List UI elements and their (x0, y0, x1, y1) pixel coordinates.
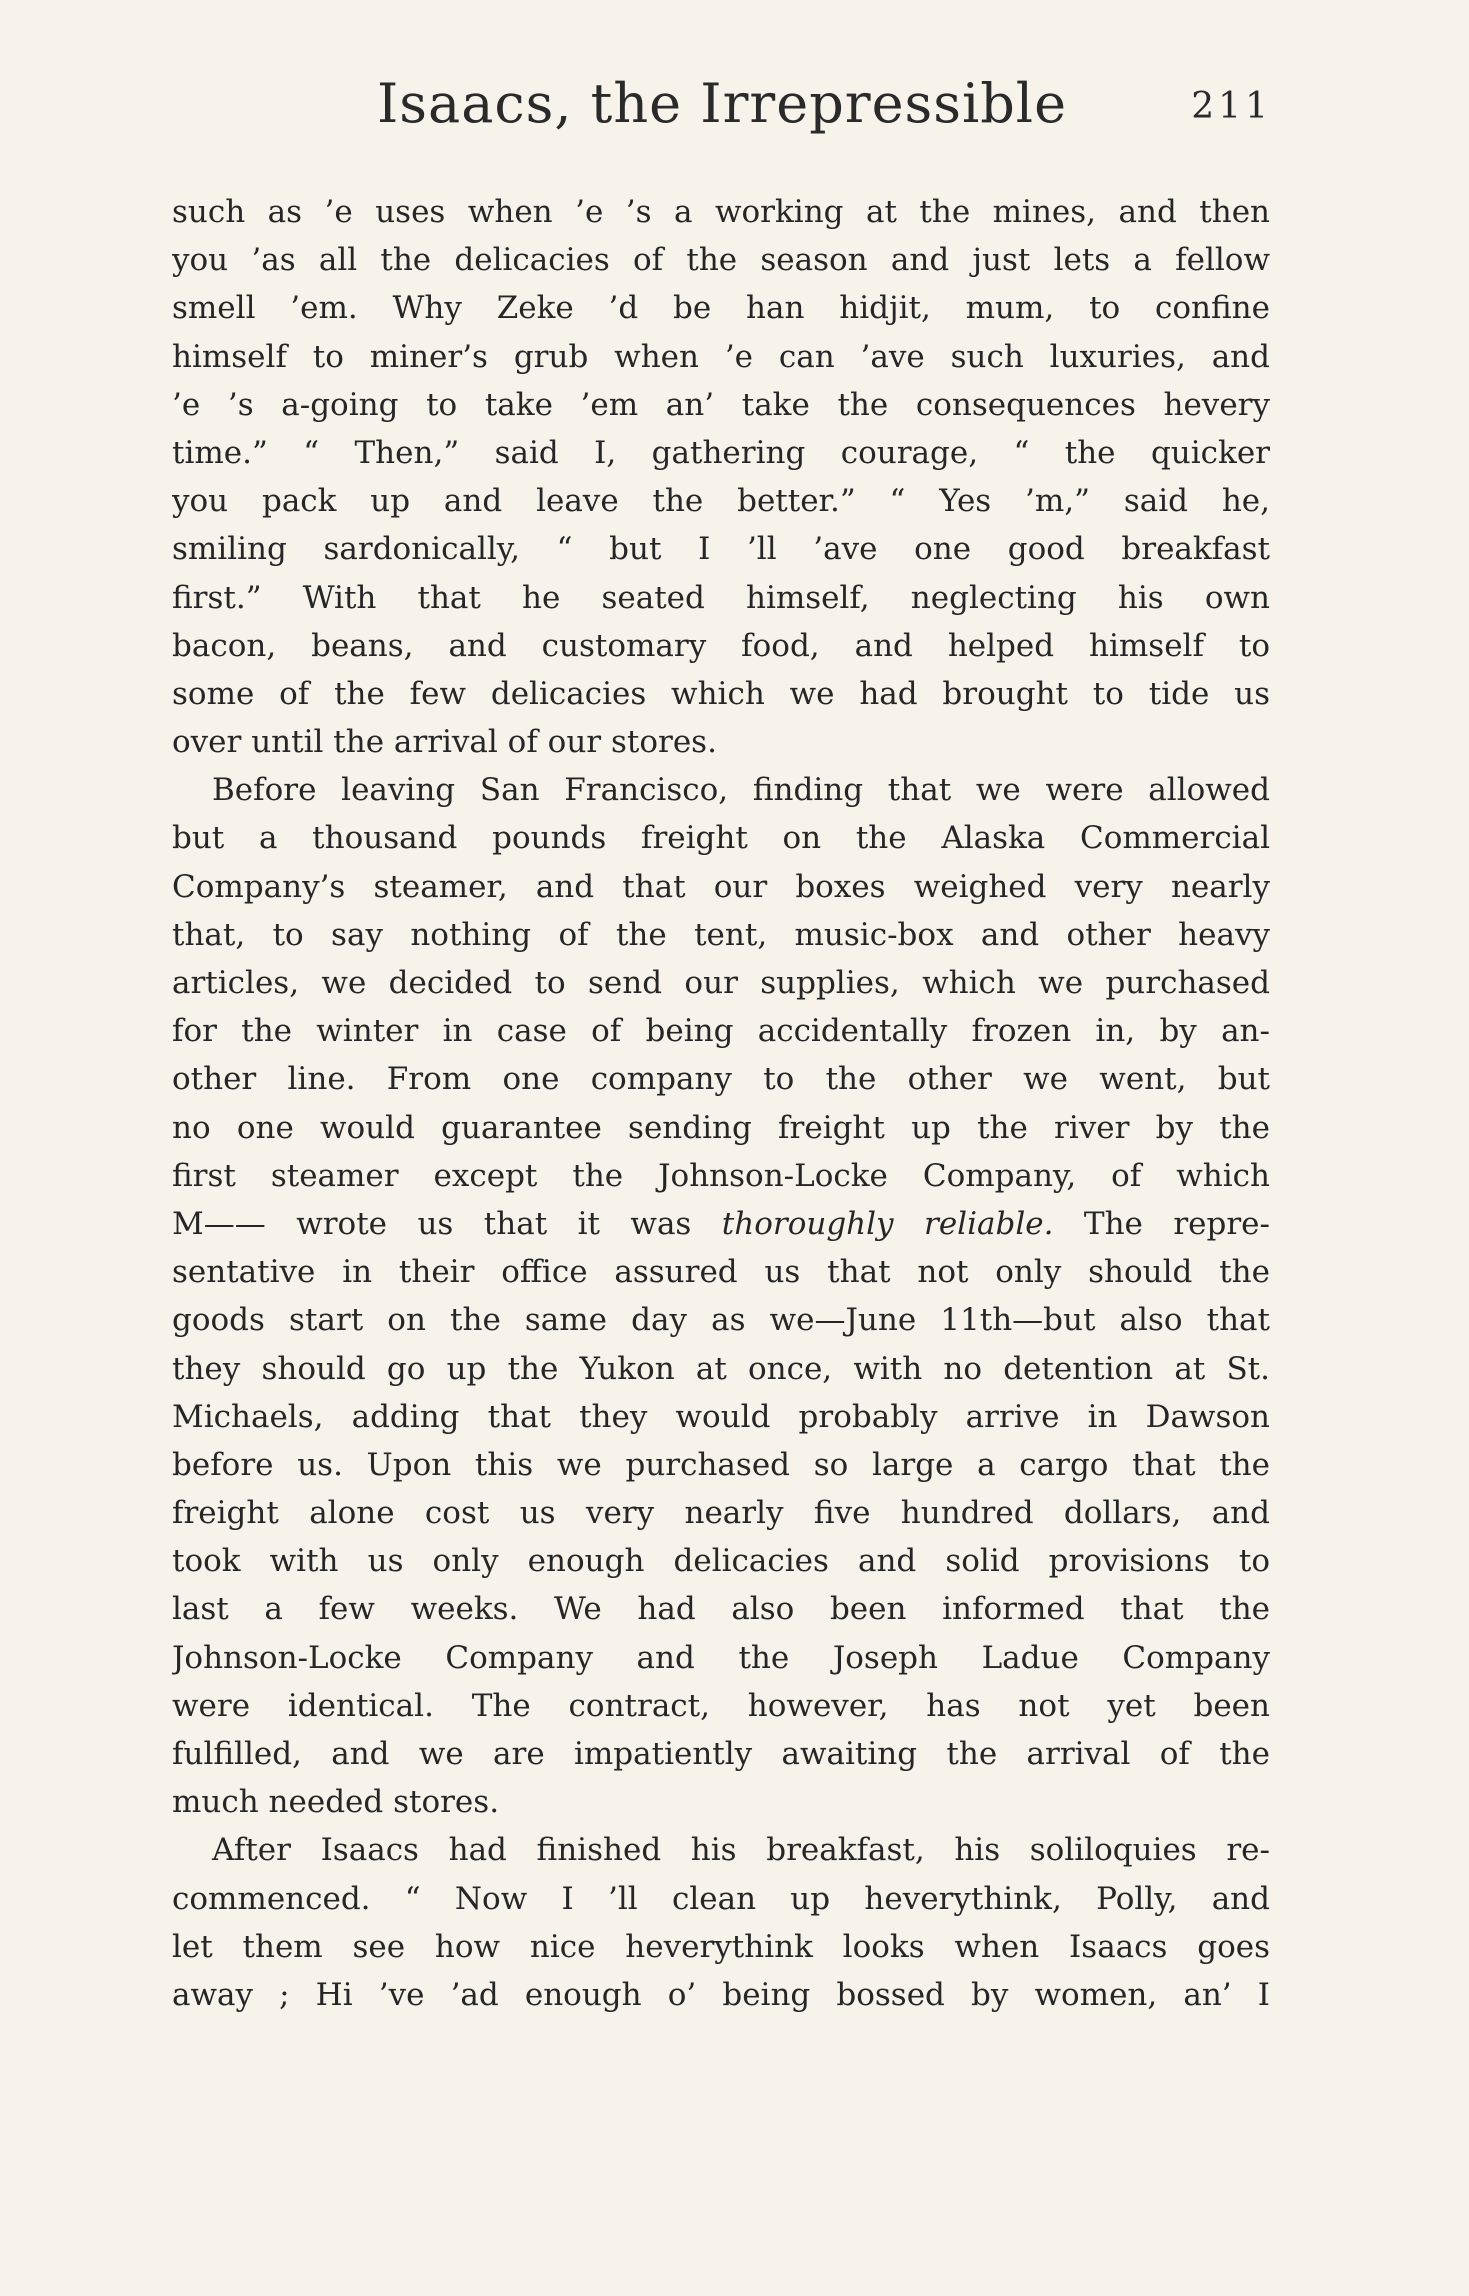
text-line-with-italic (172, 1200, 1270, 1248)
text-line: himself to miner’s grub when ’e can ’ave such luxuries, and (172, 338, 1270, 375)
paragraph-end-line: much needed stores. (172, 1784, 500, 1821)
paragraph-end-line: over until the arrival of our stores. (172, 724, 717, 761)
text-line: they should go up the Yukon at once, with no detention at St. (172, 1350, 1270, 1387)
text-line: smiling sardonically, “ but I ’ll ’ave one good breakfast (172, 531, 1270, 568)
text-line: but a thousand pounds freight on the Alaska Commercial (172, 820, 1270, 857)
text-line: sentative in their office assured us that not only should the (172, 1254, 1270, 1291)
page-number: 211 (1191, 86, 1272, 127)
text-line: before us. Upon this we purchased so large a cargo that the (172, 1446, 1270, 1483)
text-line: for the winter in case of being accidentally frozen in, by an- (172, 1013, 1270, 1050)
text-line: first steamer except the Johnson-Locke Company, of which (172, 1157, 1270, 1194)
text-line: some of the few delicacies which we had brought to tide us (172, 675, 1270, 712)
text-line: smell ’em. Why Zeke ’d be han hidjit, mum, to confine (172, 290, 1270, 327)
text-line: fulfilled, and we are impatiently awaiting the arrival of the (172, 1736, 1270, 1772)
running-head (172, 72, 1272, 142)
text-line: goods start on the same day as we—June 11th—but also that (172, 1302, 1270, 1339)
text-line: time.” “ Then,” said I, gathering courage, “ the quicker (172, 434, 1270, 471)
text-line: bacon, beans, and customary food, and helped himself to (172, 627, 1270, 664)
paragraph-start-line: Before leaving San Francisco, finding that we were allowed (212, 772, 1270, 809)
text-line: Michaels, adding that they would probably arrive in Dawson (172, 1398, 1270, 1435)
text-line: that, to say nothing of the tent, music-box and other heavy (172, 916, 1270, 953)
text-line: last a few weeks. We had also been informed that the (172, 1591, 1270, 1628)
text-line: were identical. The contract, however, has not yet been (172, 1687, 1270, 1724)
text-line: let them see how nice heverythink looks when Isaacs goes (172, 1928, 1270, 1965)
text-line: no one would guarantee sending freight up the river by the (172, 1109, 1270, 1146)
text-line: articles, we decided to send our supplies, which we purchased (172, 965, 1270, 1001)
text-line: Company’s steamer, and that our boxes weighed very nearly (172, 868, 1270, 905)
text-line: ’e ’s a-going to take ’em an’ take the consequences hevery (172, 386, 1270, 423)
line-text-pre: M—— wrote us that it was (172, 1205, 722, 1242)
text-line: commenced. “ Now I ’ll clean up heverythink, Polly, and (172, 1880, 1270, 1917)
running-title: Isaacs, the Irrepressible (376, 72, 1068, 135)
italic-phrase: thoroughly reliable. (721, 1205, 1054, 1242)
text-line: freight alone cost us very nearly five hundred dollars, and (172, 1495, 1270, 1532)
text-line: you pack up and leave the better.” “ Yes ’m,” said he, (172, 483, 1270, 520)
text-line: you ’as all the delicacies of the season and just lets a fellow (172, 242, 1270, 279)
text-line: such as ’e uses when ’e ’s a working at the mines, and then (172, 194, 1270, 230)
text-line: Johnson-Locke Company and the Joseph Ladue Company (172, 1639, 1270, 1676)
body-text (172, 188, 1270, 2019)
line-text-post: The repre- (1053, 1205, 1270, 1242)
text-line: away ; Hi ’ve ’ad enough o’ being bossed by women, an’ I (172, 1976, 1270, 2013)
text-line: first.” With that he seated himself, neglecting his own (172, 579, 1270, 616)
paragraph-start-line: After Isaacs had finished his breakfast, his soliloquies re- (212, 1832, 1270, 1869)
text-line: took with us only enough delicacies and solid provisions to (172, 1543, 1270, 1580)
text-line: other line. From one company to the other we went, but (172, 1061, 1270, 1098)
